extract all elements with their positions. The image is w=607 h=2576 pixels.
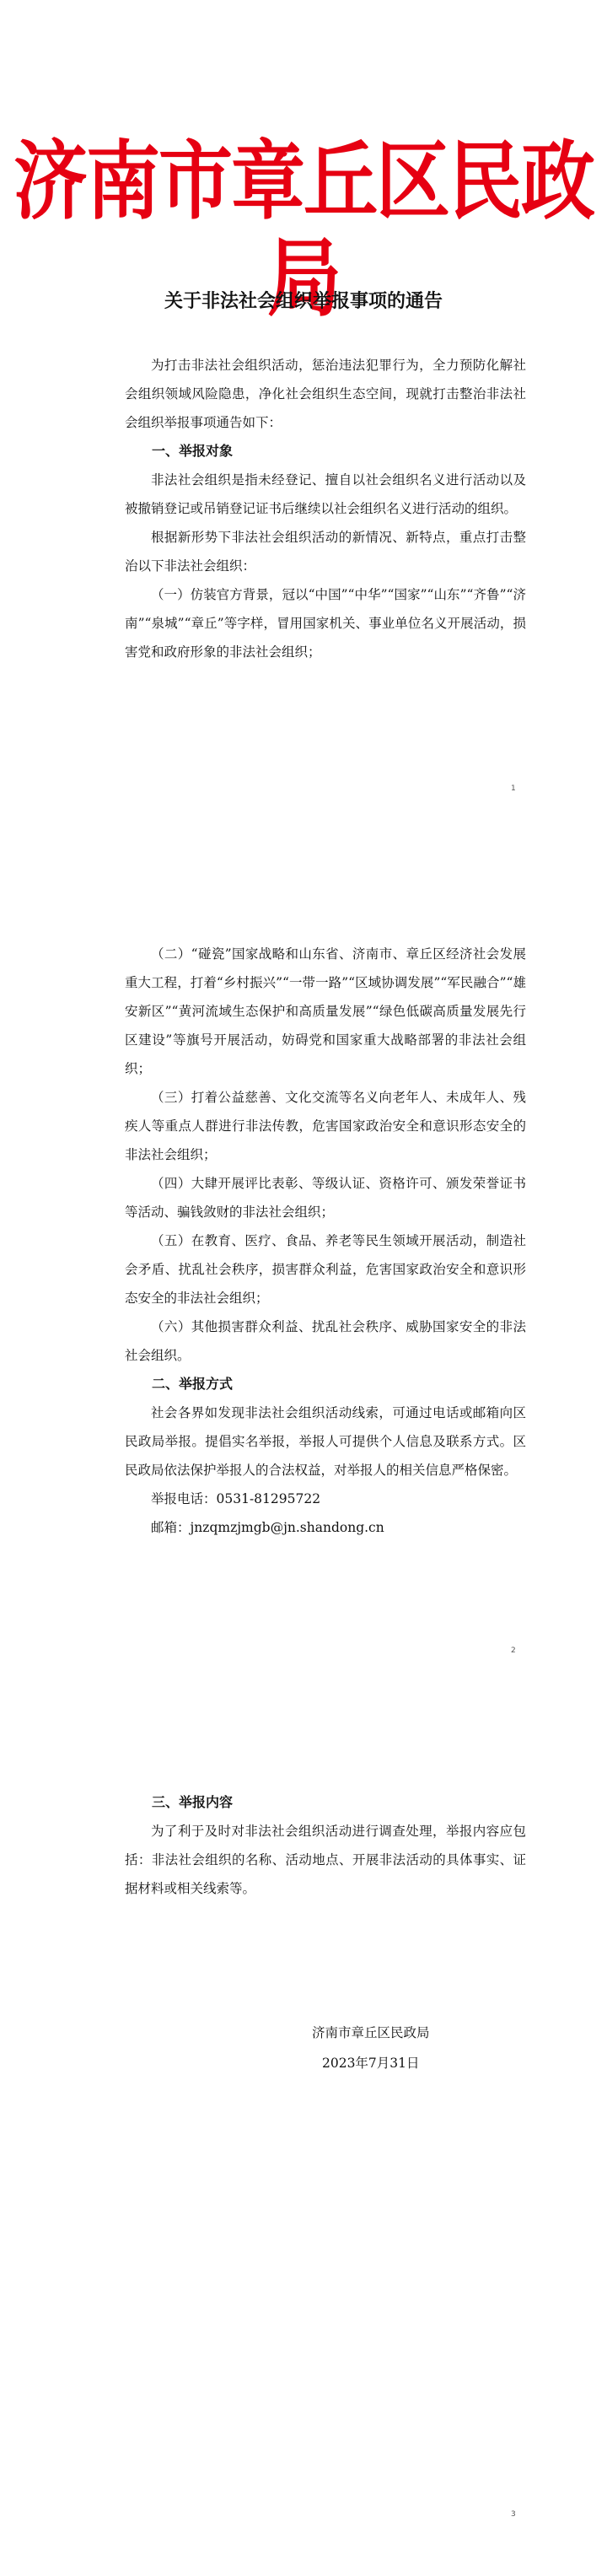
page-number: 2	[511, 1646, 516, 1655]
notice-title: 关于非法社会组织举报事项的通告	[164, 291, 443, 312]
section-heading-content: 三、举报内容	[152, 1794, 234, 1810]
section-heading-targets: 一、举报对象	[152, 443, 234, 459]
page3-body	[125, 1788, 526, 1903]
signature-date: 2023年7月31日	[321, 2056, 420, 2071]
target-item: （六）其他损害群众利益、扰乱社会秩序、威胁国家安全的非法社会组织。	[125, 1319, 526, 1363]
report-phone: 举报电话：0531-81295722	[151, 1491, 321, 1506]
report-email: 邮箱：jnzqmzjmgb@jn.shandong.cn	[151, 1520, 384, 1535]
page1-body	[125, 351, 526, 666]
page-1	[0, 0, 607, 843]
methods-paragraph: 社会各界如发现非法社会组织活动线索，可通过电话或邮箱向区民政局举报。提倡实名举报，举报人可提供个人信息及联系方式。区民政局依法保护举报人的合法权益，对举报人的相关信息严格保密。	[125, 1405, 526, 1478]
target-item: （四）大肆开展评比表彰、等级认证、资格许可、颁发荣誉证书等活动、骗钱敛财的非法社会组织；	[125, 1176, 526, 1220]
target-item: （五）在教育、医疗、食品、养老等民生领域开展活动，制造社会矛盾、扰乱社会秩序，损害群众利益，危害国家政治安全和意识形态安全的非法社会组织；	[125, 1233, 526, 1306]
section-heading-methods: 二、举报方式	[152, 1376, 234, 1392]
page-3	[0, 1704, 607, 2576]
page-number: 1	[511, 784, 516, 793]
page-2	[0, 843, 607, 1704]
red-header-title: 济南市章丘区民政局	[13, 130, 594, 329]
target-item: （二）“碰瓷”国家战略和山东省、济南市、章丘区经济社会发展重大工程，打着“乡村振兴”“一带一路”“区域协调发展”“军民融合”“雄安新区”“黄河流域生态保护和高质量发展”“绿色低碳高质量发展先行区建设”等旗号开展活动，妨碍党和国家重大战略部署的非法社会组织；	[125, 946, 526, 1076]
target-item: （三）打着公益慈善、文化交流等名义向老年人、未成年人、残疾人等重点人群进行非法传教，危害国家政治安全和意识形态安全的非法社会组织；	[125, 1090, 526, 1162]
signature-org: 济南市章丘区民政局	[312, 2025, 430, 2040]
signature-block	[312, 2018, 430, 2078]
intro-paragraph: 为打击非法社会组织活动，惩治违法犯罪行为，全力预防化解社会组织领域风险隐患，净化社会组织生态空间，现就打击整治非法社会组织举报事项通告如下：	[125, 358, 526, 430]
page-number: 3	[511, 2510, 516, 2519]
content-paragraph: 为了利于及时对非法社会组织活动进行调查处理，举报内容应包括：非法社会组织的名称、活动地点、开展非法活动的具体事实、证据材料或相关线索等。	[125, 1824, 526, 1896]
target-item: （一）仿装官方背景，冠以“中国”“中华”“国家”“山东”“齐鲁”“济南”“泉城”“章丘”等字样，冒用国家机关、事业单位名义开展活动，损害党和政府形象的非法社会组织；	[125, 587, 526, 660]
definition-paragraph: 非法社会组织是指未经登记、擅自以社会组织名义进行活动以及被撤销登记或吊销登记证书后继续以社会组织名义进行活动的组织。	[125, 472, 526, 516]
focus-paragraph: 根据新形势下非法社会组织活动的新情况、新特点，重点打击整治以下非法社会组织：	[125, 530, 526, 574]
page2-body	[125, 940, 526, 1542]
